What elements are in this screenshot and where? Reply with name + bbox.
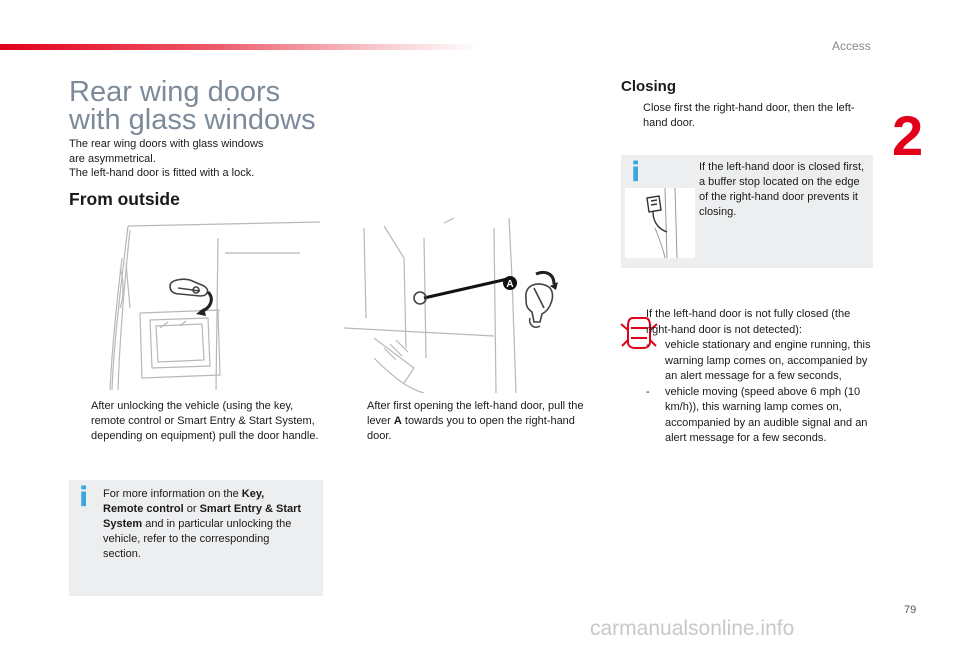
warning-item-text: vehicle stationary and engine running, this warning lamp comes on, accompanied by an alert message for a few seconds, (665, 339, 871, 382)
info-smart-entry-link-text: Smart Entry & Start System (103, 503, 302, 530)
bullet-marker (69, 399, 91, 444)
bullet-text (367, 399, 590, 444)
chapter-number: 2 (892, 104, 924, 167)
warning-item-text: vehicle moving (speed above 6 mph (10 km/h)), this warning lamp comes on, accompanied by an audible signal and an alert message for a few seconds. (665, 385, 868, 444)
info-text-part-1: For more information on the (103, 488, 242, 500)
intro-line-3: The left-hand door is fitted with a lock. (69, 167, 255, 179)
section-name: Access (832, 39, 871, 53)
intro-text (69, 137, 329, 181)
door-handle-illustration (100, 218, 325, 393)
page-title-line-2: with glass windows (69, 104, 316, 136)
bullet-text: After unlocking the vehicle (using the key, remote control or Smart Entry & Start System, depending on equipment) pull the door handle. (91, 400, 319, 442)
warning-item-2 (646, 385, 878, 447)
info-icon: i (79, 482, 89, 513)
from-outside-bullet-2 (345, 399, 590, 444)
buffer-stop-illustration (625, 188, 695, 258)
info-box-buffer-stop (621, 155, 873, 268)
info-icon: i (631, 157, 641, 188)
bullet-text-part-2: towards you to open the right-hand door. (367, 415, 575, 442)
info-text-part-2: or (183, 503, 200, 515)
page-number: 79 (904, 604, 917, 616)
page-title (69, 78, 316, 134)
bullet-text: Close first the right-hand door, then the left-hand door. (643, 102, 855, 129)
warning-item-1 (646, 338, 878, 385)
info-text-part-3: and in particular unlocking the vehicle, refer to the corresponding section. (103, 518, 292, 560)
page-title-line-1: Rear wing doors (69, 76, 281, 108)
info-box-text (103, 487, 303, 562)
dash-marker: - (646, 339, 650, 351)
closing-bullet-1 (621, 101, 861, 131)
info-box-text: If the left-hand door is closed first, a buffer stop located on the edge of the right-hand door prevents it closing. (699, 161, 865, 218)
header-accent-bar (0, 44, 480, 50)
info-box-key-reference (69, 480, 323, 596)
dash-marker: - (646, 385, 650, 398)
from-outside-heading: From outside (69, 189, 180, 209)
closing-heading: Closing (621, 78, 676, 95)
bullet-text-part-1: After first opening the left-hand door, pull the lever (367, 400, 584, 427)
from-outside-bullet-1 (69, 399, 325, 444)
intro-line-2: are asymmetrical. (69, 152, 156, 165)
watermark: carmanualsonline.info (590, 617, 795, 640)
warning-text (646, 307, 878, 447)
bullet-marker (345, 399, 367, 444)
info-key-remote-link-text: Key, Remote control (103, 488, 265, 515)
bullet-marker (621, 101, 643, 131)
lever-a-illustration (344, 218, 574, 393)
lever-a-label: A (506, 279, 514, 290)
intro-line-1: The rear wing doors with glass windows (69, 138, 264, 150)
lever-reference: A (393, 415, 402, 427)
warning-intro: If the left-hand door is not fully closed (the right-hand door is not detected): (646, 308, 851, 336)
